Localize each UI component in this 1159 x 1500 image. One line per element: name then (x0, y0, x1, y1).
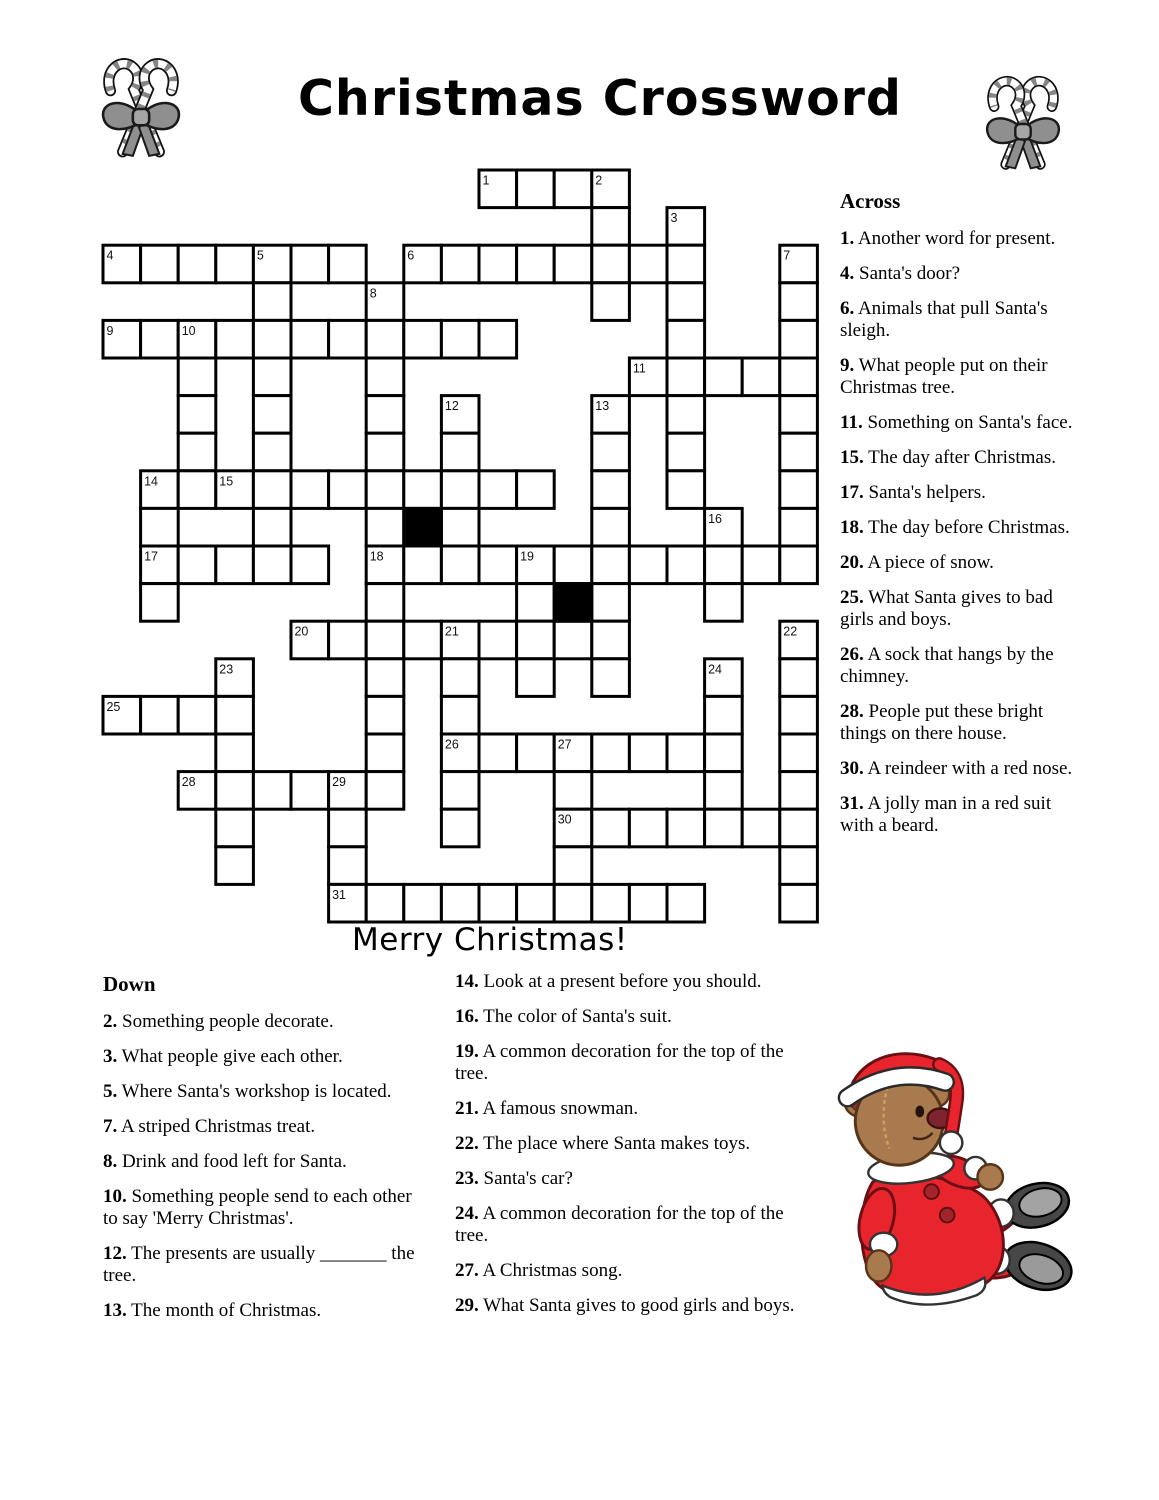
cell-number: 8 (369, 286, 377, 301)
grid-cell[interactable] (517, 245, 555, 283)
clue-item: 13. The month of Christmas. (103, 1300, 322, 1321)
clue-item: 5. Where Santa's workshop is located. (103, 1081, 392, 1102)
grid-cell[interactable] (667, 884, 705, 922)
grid-cell[interactable] (441, 884, 479, 922)
clue-number: 21. (455, 1098, 479, 1119)
grid-cell[interactable] (253, 320, 291, 358)
clue-number: 8. (103, 1151, 118, 1172)
page-title: Christmas Crossword (297, 70, 903, 127)
grid-cell[interactable] (178, 546, 216, 584)
grid-cell[interactable] (667, 320, 705, 358)
grid-cell[interactable] (178, 471, 216, 509)
merry-christmas-text: Merry Christmas! (352, 922, 628, 958)
grid-cell[interactable] (629, 245, 667, 283)
grid-cell[interactable] (366, 696, 404, 734)
bear-left-paw (866, 1250, 891, 1281)
cell-number: 10 (181, 323, 196, 338)
clue-number: 16. (455, 1006, 479, 1027)
clue-item: 18. The day before Christmas. (840, 517, 1070, 538)
grid-cell[interactable] (517, 621, 555, 659)
clue-item: 16. The color of Santa's suit. (455, 1006, 672, 1027)
cell-number: 9 (106, 323, 114, 338)
grid-cell[interactable] (667, 809, 705, 847)
grid-cell[interactable] (441, 772, 479, 810)
grid-cell[interactable] (780, 659, 818, 697)
teddy-bear-santa-icon (835, 1043, 1075, 1307)
grid-cell[interactable] (141, 696, 179, 734)
grid-cell[interactable] (329, 320, 367, 358)
clue-item: 8. Drink and food left for Santa. (103, 1151, 347, 1172)
grid-cell[interactable] (517, 734, 555, 772)
cell-number: 3 (670, 211, 678, 226)
grid-cell[interactable] (667, 546, 705, 584)
grid-cell[interactable] (329, 245, 367, 283)
across-clues-section (840, 190, 1080, 850)
grid-cell[interactable] (253, 772, 291, 810)
grid-cell[interactable] (667, 433, 705, 471)
grid-cell[interactable] (291, 471, 329, 509)
clue-item: 4. Santa's door? (840, 263, 961, 284)
clue-item: 29. What Santa gives to good girls and boys. (455, 1295, 795, 1316)
grid-cell[interactable] (592, 884, 630, 922)
grid-cell[interactable] (216, 847, 254, 885)
grid-cell[interactable] (178, 245, 216, 283)
grid-cell-black (404, 508, 442, 546)
cell-number: 19 (520, 549, 534, 564)
cell-number: 25 (106, 699, 121, 714)
clue-number: 15. (840, 447, 864, 468)
clue-number: 20. (840, 552, 864, 573)
cell-number: 23 (219, 662, 234, 677)
clue-number: 28. (840, 701, 864, 722)
grid-cell[interactable] (705, 546, 743, 584)
clue-number: 6. (840, 298, 855, 319)
grid-cell[interactable] (705, 696, 743, 734)
cell-number: 17 (144, 549, 158, 564)
grid-cell[interactable] (366, 772, 404, 810)
grid-cell[interactable] (441, 471, 479, 509)
grid-cell[interactable] (780, 734, 818, 772)
grid-cell[interactable] (253, 546, 291, 584)
clue-number: 7. (103, 1116, 118, 1137)
grid-cell[interactable] (366, 433, 404, 471)
clue-number: 9. (840, 355, 855, 376)
clue-number: 26. (840, 644, 864, 665)
grid-cell[interactable] (554, 621, 592, 659)
grid-cell[interactable] (178, 433, 216, 471)
bear-lower-shoe (999, 1234, 1075, 1298)
cell-number: 12 (444, 399, 459, 414)
clue-number: 5. (103, 1081, 118, 1102)
grid-cell[interactable] (592, 809, 630, 847)
cell-number: 4 (106, 248, 114, 263)
clue-item: 28. People put these bright things on there house. (840, 701, 1044, 744)
grid-cell[interactable] (441, 433, 479, 471)
grid-cell[interactable] (329, 621, 367, 659)
clue-item: 27. A Christmas song. (455, 1260, 623, 1281)
grid-cell[interactable] (366, 584, 404, 622)
grid-cell[interactable] (592, 734, 630, 772)
grid-cell[interactable] (404, 884, 442, 922)
grid-cell[interactable] (592, 508, 630, 546)
grid-cell[interactable] (366, 471, 404, 509)
grid-cell[interactable] (554, 884, 592, 922)
grid-cell[interactable] (780, 809, 818, 847)
grid-cell[interactable] (479, 734, 517, 772)
clue-item: 11. Something on Santa's face. (840, 412, 1073, 433)
bear-button (924, 1184, 939, 1199)
clue-item: 25. What Santa gives to bad girls and boys. (840, 587, 1053, 630)
candy-canes-bow-icon (974, 72, 1072, 176)
grid-cell[interactable] (366, 734, 404, 772)
cell-number: 21 (444, 624, 459, 639)
clue-item: 6. Animals that pull Santa's sleigh. (840, 298, 1048, 341)
grid-cell[interactable] (329, 809, 367, 847)
cell-number: 22 (783, 624, 798, 639)
bear-eye (915, 1106, 924, 1118)
grid-cell[interactable] (592, 245, 630, 283)
cell-number: 29 (332, 775, 346, 790)
clue-number: 27. (455, 1260, 479, 1281)
grid-cell[interactable] (178, 358, 216, 396)
grid-cell[interactable] (705, 584, 743, 622)
grid-cell[interactable] (780, 546, 818, 584)
clue-number: 31. (840, 793, 864, 814)
grid-cell[interactable] (592, 584, 630, 622)
bow-icon (103, 103, 179, 156)
bear-right-paw (977, 1164, 1002, 1189)
clue-number: 3. (103, 1046, 118, 1067)
clue-item: 2. Something people decorate. (103, 1011, 334, 1032)
grid-cell[interactable] (441, 809, 479, 847)
clue-number: 22. (455, 1133, 479, 1154)
grid-cell[interactable] (441, 546, 479, 584)
cell-number: 15 (219, 474, 234, 489)
grid-cell[interactable] (742, 809, 780, 847)
grid-cell[interactable] (404, 546, 442, 584)
cell-number: 1 (482, 173, 490, 188)
grid-cell[interactable] (667, 283, 705, 321)
grid-cell[interactable] (629, 809, 667, 847)
cell-number: 11 (632, 361, 646, 376)
grid-cell[interactable] (592, 208, 630, 246)
grid-cell[interactable] (780, 696, 818, 734)
grid-cell[interactable] (705, 809, 743, 847)
down-header: Down (103, 972, 156, 996)
grid-cell[interactable] (780, 847, 818, 885)
grid-cell[interactable] (705, 734, 743, 772)
grid-cell[interactable] (479, 320, 517, 358)
clue-item: 20. A piece of snow. (840, 552, 994, 573)
grid-cell-black (554, 584, 592, 622)
grid-cell[interactable] (667, 471, 705, 509)
grid-cell[interactable] (479, 884, 517, 922)
grid-cell[interactable] (780, 358, 818, 396)
clue-number: 23. (455, 1168, 479, 1189)
grid-cell[interactable] (479, 471, 517, 509)
grid-cell[interactable] (366, 358, 404, 396)
grid-cell[interactable] (253, 433, 291, 471)
grid-cell[interactable] (517, 170, 555, 208)
cell-number: 20 (294, 624, 309, 639)
clue-number: 18. (840, 517, 864, 538)
grid-cell[interactable] (592, 621, 630, 659)
clue-number: 4. (840, 263, 855, 284)
grid-cell[interactable] (404, 621, 442, 659)
grid-cell[interactable] (629, 546, 667, 584)
clue-item: 1. Another word for present. (840, 228, 1056, 249)
grid-cell[interactable] (667, 734, 705, 772)
clue-number: 17. (840, 482, 864, 503)
across-header: Across (840, 189, 901, 213)
grid-cell[interactable] (667, 396, 705, 434)
grid-cell[interactable] (780, 508, 818, 546)
bow-icon (987, 118, 1059, 168)
grid-cell[interactable] (253, 358, 291, 396)
grid-cell[interactable] (404, 471, 442, 509)
grid-cell[interactable] (141, 320, 179, 358)
grid-cell[interactable] (329, 471, 367, 509)
grid-cell[interactable] (479, 245, 517, 283)
clue-item: 12. The presents are usually _______ the tree. (103, 1243, 415, 1286)
cell-number: 30 (557, 812, 572, 827)
grid-cell[interactable] (216, 320, 254, 358)
grid-cell[interactable] (253, 471, 291, 509)
cell-number: 14 (144, 474, 158, 489)
clue-item: 21. A famous snowman. (455, 1098, 639, 1119)
grid-cell[interactable] (404, 320, 442, 358)
grid-cell[interactable] (291, 772, 329, 810)
grid-cell[interactable] (780, 433, 818, 471)
grid-cell[interactable] (329, 847, 367, 885)
clue-item: 14. Look at a present before you should. (455, 971, 762, 992)
grid-cell[interactable] (366, 508, 404, 546)
cell-number: 6 (407, 248, 415, 263)
grid-cell[interactable] (705, 358, 743, 396)
grid-cell[interactable] (216, 809, 254, 847)
clue-number: 30. (840, 758, 864, 779)
cell-number: 7 (783, 248, 791, 263)
grid-cell[interactable] (253, 283, 291, 321)
grid-cell[interactable] (742, 358, 780, 396)
grid-cell[interactable] (178, 396, 216, 434)
clue-number: 19. (455, 1041, 479, 1062)
grid-cell[interactable] (517, 884, 555, 922)
grid-cell[interactable] (291, 546, 329, 584)
grid-cell[interactable] (253, 396, 291, 434)
clue-item: 30. A reindeer with a red nose. (840, 758, 1073, 779)
clue-item: 7. A striped Christmas treat. (103, 1116, 316, 1137)
cell-number: 2 (595, 173, 603, 188)
grid-cell[interactable] (366, 659, 404, 697)
grid-cell[interactable] (291, 245, 329, 283)
grid-cell[interactable] (216, 772, 254, 810)
clue-item: 24. A common decoration for the top of the tree. (455, 1203, 784, 1246)
grid-cell[interactable] (479, 546, 517, 584)
candy-canes-bow-icon (90, 54, 192, 164)
grid-cell[interactable] (780, 283, 818, 321)
grid-cell[interactable] (705, 772, 743, 810)
grid-cell[interactable] (441, 508, 479, 546)
clue-item: 10. Something people send to each other to say 'Merry Christmas'. (103, 1186, 412, 1229)
grid-cell[interactable] (592, 471, 630, 509)
grid-cell[interactable] (780, 396, 818, 434)
grid-cell[interactable] (592, 546, 630, 584)
crossword-grid[interactable] (100, 167, 820, 925)
clue-item: 15. The day after Christmas. (840, 447, 1056, 468)
grid-cell[interactable] (554, 847, 592, 885)
clue-item: 23. Santa's car? (455, 1168, 573, 1189)
grid-cell[interactable] (253, 508, 291, 546)
grid-cell[interactable] (592, 659, 630, 697)
clue-number: 25. (840, 587, 864, 608)
grid-cell[interactable] (291, 320, 329, 358)
grid-cell[interactable] (592, 283, 630, 321)
clue-item: 31. A jolly man in a red suit with a beard. (840, 793, 1052, 836)
cell-number: 31 (332, 887, 346, 902)
grid-cell[interactable] (441, 659, 479, 697)
bear-button (940, 1208, 955, 1223)
grid-cell[interactable] (366, 320, 404, 358)
grid-cell[interactable] (141, 245, 179, 283)
cell-number: 18 (369, 549, 384, 564)
grid-cell[interactable] (742, 546, 780, 584)
clue-number: 24. (455, 1203, 479, 1224)
clue-number: 10. (103, 1186, 127, 1207)
down-clues-section-col2 (455, 971, 807, 1330)
cell-number: 13 (595, 399, 610, 414)
grid-cell[interactable] (141, 584, 179, 622)
down-clues-list-col2 (455, 971, 807, 1317)
grid-cell[interactable] (366, 396, 404, 434)
grid-cell[interactable] (629, 734, 667, 772)
grid-cell[interactable] (441, 320, 479, 358)
grid-cell[interactable] (441, 696, 479, 734)
santa-hat-pompom (940, 1131, 962, 1153)
across-clues-list (840, 228, 1080, 837)
cell-number: 28 (181, 775, 196, 790)
down-clues-list-col1 (103, 1011, 429, 1322)
cell-number: 27 (557, 737, 572, 752)
grid-cell[interactable] (592, 433, 630, 471)
clue-number: 12. (103, 1243, 127, 1264)
grid-cell[interactable] (517, 659, 555, 697)
clue-item: 17. Santa's helpers. (840, 482, 986, 503)
clue-number: 11. (840, 412, 863, 433)
grid-cell[interactable] (554, 170, 592, 208)
grid-cell[interactable] (780, 471, 818, 509)
cell-number: 26 (444, 737, 459, 752)
down-clues-section-col1 (103, 973, 429, 1335)
grid-cell[interactable] (554, 772, 592, 810)
grid-cell[interactable] (517, 584, 555, 622)
clue-item: 19. A common decoration for the top of the tree. (455, 1041, 784, 1084)
clue-number: 1. (840, 228, 855, 249)
grid-cell[interactable] (216, 245, 254, 283)
grid-cell[interactable] (141, 508, 179, 546)
grid-cell[interactable] (366, 621, 404, 659)
grid-cell[interactable] (216, 696, 254, 734)
grid-cell[interactable] (178, 696, 216, 734)
clue-item: 3. What people give each other. (103, 1046, 343, 1067)
grid-cell[interactable] (667, 245, 705, 283)
cell-number: 16 (708, 511, 722, 526)
clue-item: 22. The place where Santa makes toys. (455, 1133, 751, 1154)
grid-cell[interactable] (554, 245, 592, 283)
grid-cell[interactable] (780, 884, 818, 922)
grid-cell[interactable] (216, 734, 254, 772)
grid-cell[interactable] (479, 621, 517, 659)
clue-number: 13. (103, 1300, 127, 1321)
clue-item: 26. A sock that hangs by the chimney. (840, 644, 1054, 687)
grid-cell[interactable] (667, 358, 705, 396)
cell-number: 5 (256, 248, 264, 263)
grid-cell[interactable] (441, 245, 479, 283)
clue-item: 9. What people put on their Christmas tree. (840, 355, 1048, 398)
grid-cell[interactable] (216, 546, 254, 584)
grid-cell[interactable] (554, 546, 592, 584)
grid-cell[interactable] (780, 320, 818, 358)
cell-number: 24 (708, 662, 722, 677)
clue-number: 29. (455, 1295, 479, 1316)
grid-cell[interactable] (517, 471, 555, 509)
grid-cell[interactable] (780, 772, 818, 810)
clue-number: 2. (103, 1011, 118, 1032)
grid-cell[interactable] (629, 884, 667, 922)
grid-cell[interactable] (366, 884, 404, 922)
clue-number: 14. (455, 971, 479, 992)
